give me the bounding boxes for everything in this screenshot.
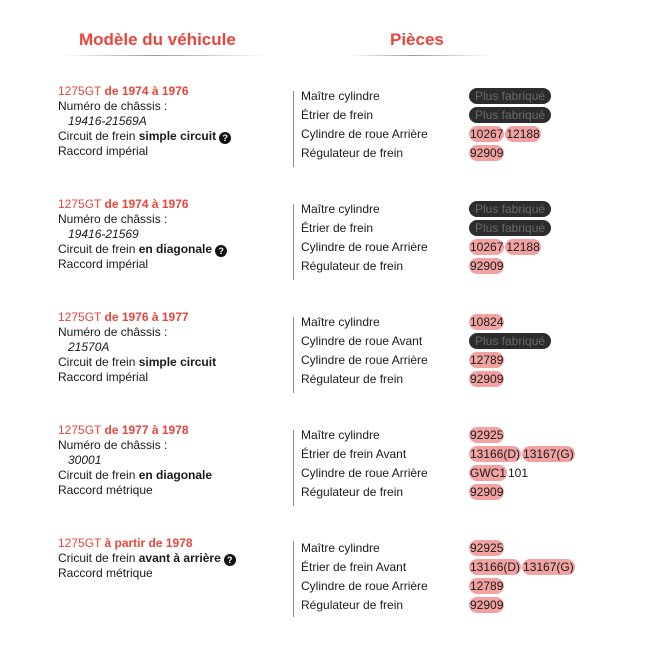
- chassis-label: Numéro de châssis :: [58, 325, 168, 339]
- part-references: [469, 200, 552, 219]
- part-label: Étrier de frein Avant: [301, 560, 407, 574]
- part-label: Maître cylindre: [301, 202, 380, 216]
- discontinued-badge: Plus fabriqué: [469, 88, 551, 104]
- chassis-number: 30001: [68, 453, 102, 467]
- part-references: [469, 558, 576, 577]
- part-number-link[interactable]: 10267: [470, 240, 504, 254]
- part-label: Régulateur de frein: [301, 598, 404, 612]
- model-years: de 1974 à 1976: [104, 84, 189, 98]
- model-years: de 1976 à 1977: [104, 310, 189, 324]
- model-line: [58, 310, 288, 325]
- discontinued-badge: Plus fabriqué: [469, 333, 551, 349]
- part-references: [469, 464, 529, 483]
- part-references: [469, 445, 576, 464]
- fitting-type: Raccord impérial: [58, 144, 149, 158]
- part-number-link[interactable]: 13166(D): [470, 447, 521, 461]
- part-references: [469, 426, 505, 445]
- circuit-prefix: Circuit de frein: [58, 242, 136, 256]
- brake-circuit-line: [58, 355, 288, 370]
- part-number-link[interactable]: 10267: [470, 127, 504, 141]
- divider-line: [293, 541, 294, 617]
- part-references: [469, 144, 505, 163]
- circuit-prefix: Circuit de frein: [58, 129, 136, 143]
- model-code: 1275GT: [58, 536, 102, 550]
- parts-column-header: Pièces: [390, 30, 444, 49]
- model-years: de 1974 à 1976: [104, 197, 189, 211]
- parts-header-underline: [350, 55, 490, 56]
- part-number-link[interactable]: 12789: [470, 579, 504, 593]
- chassis-number: 19416-21569A: [68, 114, 147, 128]
- vehicle-model-info: [58, 84, 288, 159]
- part-label: Maître cylindre: [301, 428, 380, 442]
- part-number-link: 101: [508, 466, 529, 480]
- discontinued-badge: Plus fabriqué: [469, 220, 551, 236]
- part-number-link[interactable]: 13167(G): [523, 560, 574, 574]
- part-references: [469, 483, 505, 502]
- model-column-header: Modèle du véhicule: [79, 30, 236, 49]
- circuit-type: en diagonale: [138, 242, 213, 256]
- divider-line: [293, 204, 294, 280]
- chassis-label: Numéro de châssis :: [58, 99, 168, 113]
- part-label: Cylindre de roue Avant: [301, 334, 423, 348]
- part-number-link[interactable]: 10824: [470, 315, 504, 329]
- question-icon[interactable]: ?: [215, 245, 227, 257]
- part-label: Cylindre de roue Arrière: [301, 579, 428, 593]
- vehicle-model-info: [58, 536, 288, 581]
- part-references: [469, 125, 542, 144]
- part-label: Cylindre de roue Arrière: [301, 127, 428, 141]
- fitting-type: Raccord impérial: [58, 257, 149, 271]
- part-number-link[interactable]: 92925: [470, 428, 504, 442]
- part-label: Régulateur de frein: [301, 259, 404, 273]
- circuit-type: en diagonale: [138, 468, 213, 482]
- circuit-prefix: Circuit de frein: [58, 355, 136, 369]
- brake-circuit-line: [58, 551, 288, 566]
- divider-line: [293, 430, 294, 506]
- part-label: Maître cylindre: [301, 541, 380, 555]
- circuit-prefix: Cricuit de frein: [58, 551, 136, 565]
- model-line: [58, 423, 288, 438]
- part-references: [469, 87, 552, 106]
- model-line: [58, 197, 288, 212]
- brake-circuit-line: [58, 129, 288, 144]
- part-references: [469, 332, 552, 351]
- model-line: [58, 536, 288, 551]
- brake-circuit-line: [58, 242, 288, 257]
- part-references: [469, 219, 552, 238]
- part-number-link[interactable]: 12789: [470, 353, 504, 367]
- part-label: Cylindre de roue Arrière: [301, 240, 428, 254]
- question-icon[interactable]: ?: [224, 554, 236, 566]
- part-label: Régulateur de frein: [301, 146, 404, 160]
- circuit-type: simple circuit: [138, 129, 217, 143]
- fitting-type: Raccord métrique: [58, 483, 153, 497]
- part-label: Cylindre de roue Arrière: [301, 466, 428, 480]
- part-references: [469, 577, 505, 596]
- part-label: Cylindre de roue Arrière: [301, 353, 428, 367]
- fitting-type: Raccord impérial: [58, 370, 149, 384]
- part-number-link[interactable]: 92909: [470, 259, 504, 273]
- part-references: [469, 106, 552, 125]
- model-code: 1275GT: [58, 423, 102, 437]
- part-references: [469, 351, 505, 370]
- part-references: [469, 539, 505, 558]
- model-header-underline: [62, 55, 268, 56]
- part-number-link[interactable]: 12188: [506, 127, 540, 141]
- part-label: Maître cylindre: [301, 89, 380, 103]
- fitting-type: Raccord métrique: [58, 566, 153, 580]
- part-references: [469, 238, 542, 257]
- part-number-link[interactable]: 92909: [470, 485, 504, 499]
- chassis-number: 21570A: [68, 340, 110, 354]
- model-years: de 1977 à 1978: [104, 423, 189, 437]
- part-references: [469, 313, 505, 332]
- part-number-link[interactable]: 13166(D): [470, 560, 521, 574]
- circuit-prefix: Circuit de frein: [58, 468, 136, 482]
- chassis-label: Numéro de châssis :: [58, 438, 168, 452]
- model-code: 1275GT: [58, 310, 102, 324]
- question-icon[interactable]: ?: [219, 132, 231, 144]
- vehicle-model-info: [58, 197, 288, 272]
- chassis-number: 19416-21569: [68, 227, 139, 241]
- vehicle-model-info: [58, 310, 288, 385]
- part-references: [469, 370, 505, 389]
- discontinued-badge: Plus fabriqué: [469, 201, 551, 217]
- model-code: 1275GT: [58, 197, 102, 211]
- part-number-link[interactable]: GWC1: [470, 466, 506, 480]
- circuit-type: avant à arrière: [138, 551, 221, 565]
- part-label: Étrier de frein: [301, 108, 374, 122]
- part-references: [469, 596, 505, 615]
- part-number-link[interactable]: 92909: [470, 372, 504, 386]
- part-number-link[interactable]: 92925: [470, 541, 504, 555]
- part-label: Étrier de frein Avant: [301, 447, 407, 461]
- part-number-link[interactable]: 13167(G): [523, 447, 574, 461]
- model-line: [58, 84, 288, 99]
- part-label: Régulateur de frein: [301, 485, 404, 499]
- chassis-label: Numéro de châssis :: [58, 212, 168, 226]
- part-number-link[interactable]: 92909: [470, 598, 504, 612]
- divider-line: [293, 91, 294, 167]
- model-code: 1275GT: [58, 84, 102, 98]
- brake-circuit-line: [58, 468, 288, 483]
- vehicle-model-info: [58, 423, 288, 498]
- divider-line: [293, 317, 294, 393]
- part-label: Régulateur de frein: [301, 372, 404, 386]
- part-number-link[interactable]: 92909: [470, 146, 504, 160]
- part-label: Étrier de frein: [301, 221, 374, 235]
- discontinued-badge: Plus fabriqué: [469, 107, 551, 123]
- part-label: Maître cylindre: [301, 315, 380, 329]
- part-number-link[interactable]: 12188: [506, 240, 540, 254]
- circuit-type: simple circuit: [138, 355, 217, 369]
- model-years: à partir de 1978: [104, 536, 193, 550]
- part-references: [469, 257, 505, 276]
